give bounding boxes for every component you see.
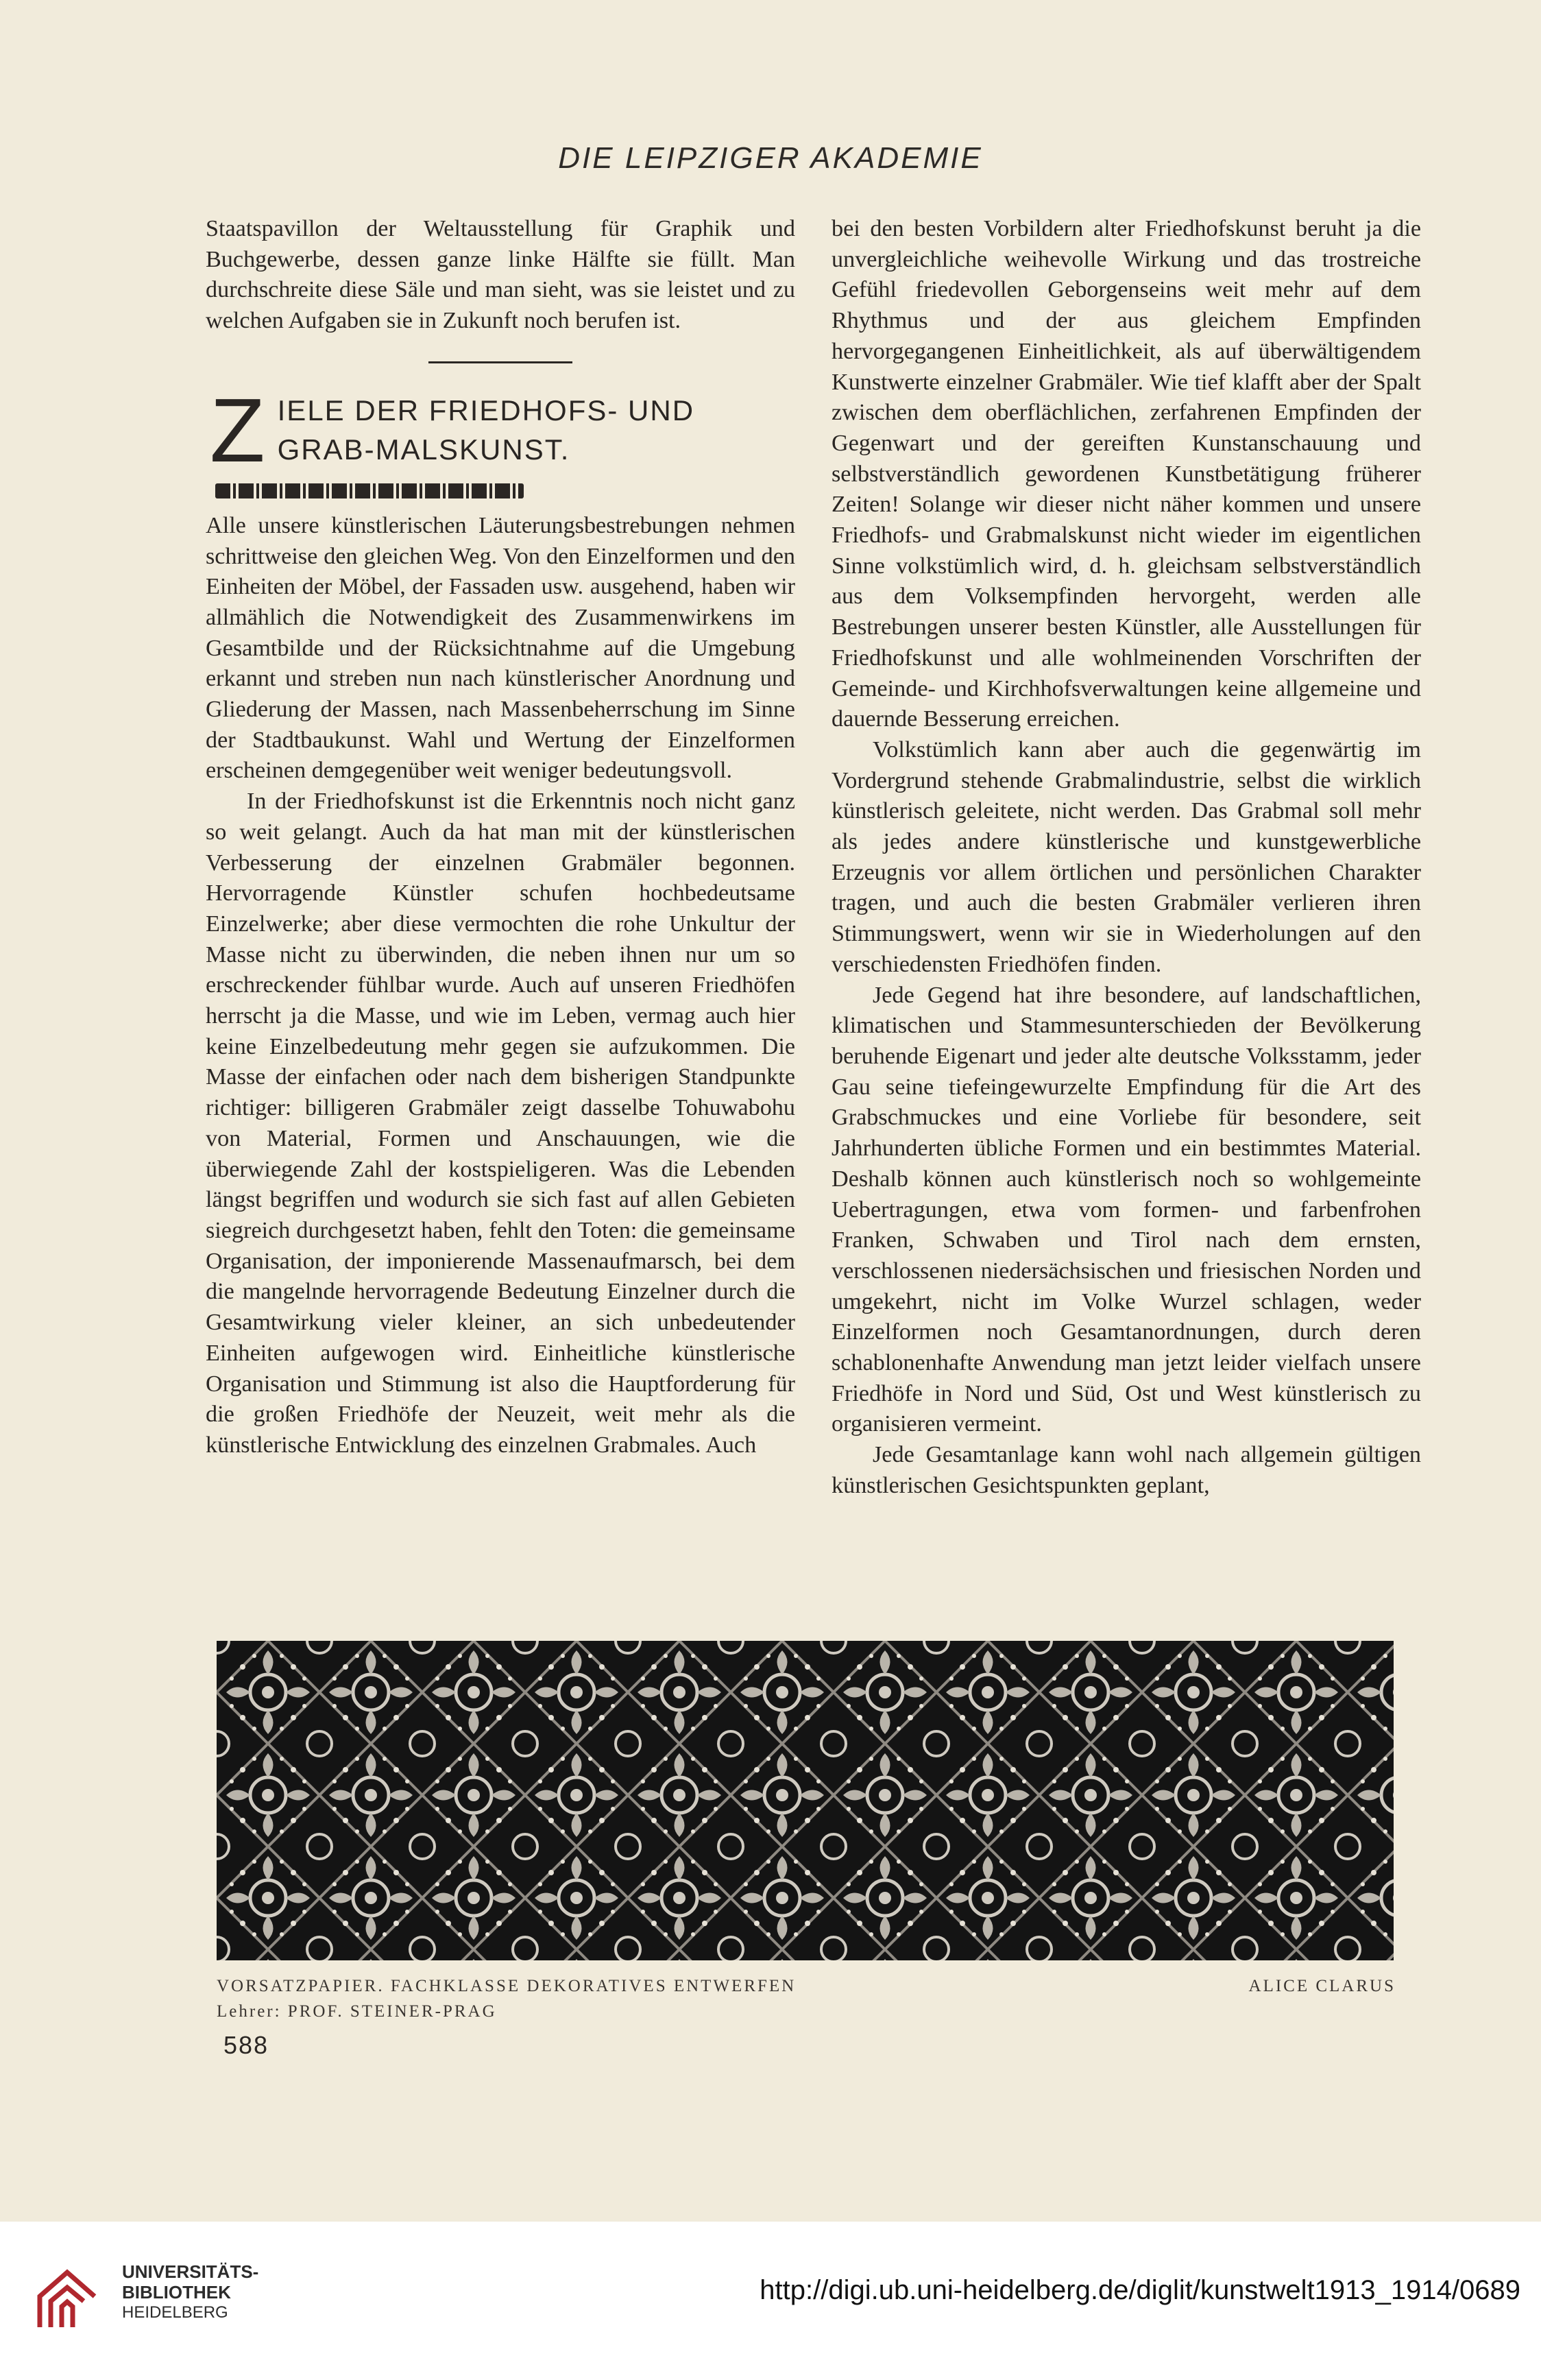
source-url-link[interactable]: http://digi.ub.uni-heidelberg.de/diglit/kunstwelt1913_1914/0689	[760, 2275, 1520, 2305]
paragraph-right-1: bei den besten Vorbildern alter Friedhofskunst beruht ja die unvergleichliche weihevolle Wirkung und das trostreiche Gefühl friedevollen Geborgenseins weit mehr auf dem Rhythmus und der aus gleichem Empfinden hervorgegangenen Einheitlichkeit, als auf überwältigendem Kunstwerte einzelner Grabmäler. Wie tief klafft aber der Spalt zwischen dem oberflächlichen, zerfahrenen Empfinden der Gegenwart und der gereiften Kunstanschauung und selbstverständlich gewordenen Kunstbetätigung früherer Zeiten! Solange wir dieser nicht näher kommen und unsere Friedhofs- und Grabmalskunst nicht wieder im eigentlichen Sinne volkstümlich wird, d. h. gleichsam selbstverständlich aus dem Volksempfinden hervorgeht, werden alle Bestrebungen unserer besten Künstler, alle Ausstellungen für Friedhofskunst und alle wohlmeinenden Vorschriften der Gemeinde- und Kirchhofsverwaltungen keine allgemeine und dauernde Besserung erreichen.	[832, 216, 1421, 732]
endpaper-pattern-illustration	[217, 1641, 1394, 1960]
caption-title: VORSATZPAPIER. FACHKLASSE DEKORATIVES ENTWERFEN	[217, 1977, 797, 1995]
caption-teacher: Lehrer: PROF. STEINER-PRAG	[217, 2002, 497, 2021]
library-name-line3: HEIDELBERG	[122, 2303, 228, 2322]
caption-artist: ALICE CLARUS	[1248, 1977, 1396, 1995]
paragraph-right-2: Volkstümlich kann aber auch die gegenwärtig im Vordergrund stehende Grabmalindustrie, selbst die wirklich künstlerisch geleitete, nicht werden. Das Grabmal soll mehr als jedes andere künstlerische und kunstgewerbliche Erzeugnis vor allem örtlichen und persönlichen Charakter tragen, und auch die besten Grabmäler verlieren ihren Stimmungswert, wenn wir sie in Wiederholungen auf den verschiedensten Friedhöfen finden.	[832, 736, 1421, 977]
paragraph-right-3: Jede Gegend hat ihre besondere, auf landschaftlichen, klimatischen und Stammesunterschieden der Bevölkerung beruhende Eigenart und jeder alte deutsche Volksstamm, jeder Gau seine tiefeingewurzelte Empfindung für die Art des Grabschmuckes und eine Vorliebe für besondere, seit Jahrhunderten übliche Formen und ein bestimmtes Material. Deshalb können auch künstlerisch noch so wohlgemeinte Uebertragungen, etwa vom formen- und farbenfrohen Franken, Schwaben und Tirol nach dem ernsten, verschlossenen niedersächsischen und friesischen Norden und umgekehrt, nicht im Volke Wurzel schlagen, weder Einzelformen noch Gesamtanordnungen, durch deren schablonenhafte Anwendung man jetzt leider vielfach unsere Friedhöfe in Nord und Süd, Ost und West künstlerisch zu organisieren vermeint.	[832, 982, 1421, 1437]
left-column	[206, 214, 795, 1461]
library-name-line1: UNIVERSITÄTS-	[122, 2261, 259, 2282]
right-column	[832, 214, 1421, 1502]
heading-text: IELE DER FRIEDHOFS- UND GRAB-MALSKUNST.	[277, 394, 695, 466]
paragraph-left-1: Alle unsere künstlerischen Läuterungsbestrebungen nehmen schrittweise den gleichen Weg. Von den Einzelformen und den Einheiten der Möbel, der Fassaden usw. ausgehend, haben wir allmählich die Notwendigkeit des Zusammenwirkens im Gesamtbilde und der Rücksichtnahme auf die Umgebung erkannt und streben nun nach künstlerischer Anordnung und Gliederung der Massen, nach Massenbeherrschung im Sinne der Stadtbaukunst. Wahl und Wertung der Einzelformen erscheinen demgegenüber weit weniger bedeutungsvoll.	[206, 512, 795, 784]
heading-initial: Z	[210, 379, 265, 481]
library-logo-icon	[26, 2259, 108, 2341]
library-name-line2: BIBLIOTHEK	[122, 2282, 231, 2303]
library-name	[122, 2261, 328, 2323]
section-heading	[206, 379, 795, 508]
section-divider	[428, 361, 572, 363]
ornament-border-icon	[215, 483, 524, 498]
page-number: 588	[223, 2031, 269, 2059]
opening-paragraph: Staatspavillon der Weltausstellung für Graphik und Buchgewerbe, dessen ganze linke Hälfte sie füllt. Man durchschreite diese Säle und man sieht, was sie leistet und zu welchen Aufgaben sie in Zukunft noch berufen ist.	[206, 216, 795, 334]
paragraph-right-4: Jede Gesamtanlage kann wohl nach allgemein gültigen künstlerischen Gesichtspunkten geplant,	[832, 1442, 1421, 1498]
paragraph-left-2: In der Friedhofskunst ist die Erkenntnis noch nicht ganz so weit gelangt. Auch da hat man mit der künstlerischen Verbesserung der einzelnen Grabmäler begonnen. Hervorragende Künstler schufen hochbedeutsame Einzelwerke; aber diese vermochten die rohe Unkultur der Masse nicht zu überwinden, die neben ihnen nur um so erschreckender fühlbar wurde. Auch auf unseren Friedhöfen herrscht ja die Masse, und wie im Leben, vermag auch hier keine Einzelbedeutung mehr gegen sie aufzukommen. Die Masse der einfachen oder nach dem bisherigen Standpunkte richtiger: billigeren Grabmäler zeigt dasselbe Tohuwabohu von Material, Formen und Anschauungen, wie die überwiegende Zahl der kostspieligeren. Was die Lebenden längst begriffen und wodurch sie sich fast auf allen Gebieten siegreich durchgesetzt haben, fehlt den Toten: die gemeinsame Organisation, der imponierende Massenaufmarsch, bei dem die mangelnde hervorragende Bedeutung Einzelner durch die Gesamtwirkung vieler kleiner, an sich unbedeutender Einheiten aufgewogen wird. Einheitliche künstlerische Organisation und Stimmung ist also die Hauptforderung für die großen Friedhöfe der Neuzeit, weit mehr als die künstlerische Entwicklung des einzelnen Grabmales. Auch	[206, 789, 795, 1458]
running-head: DIE LEIPZIGER AKADEMIE	[558, 141, 983, 175]
